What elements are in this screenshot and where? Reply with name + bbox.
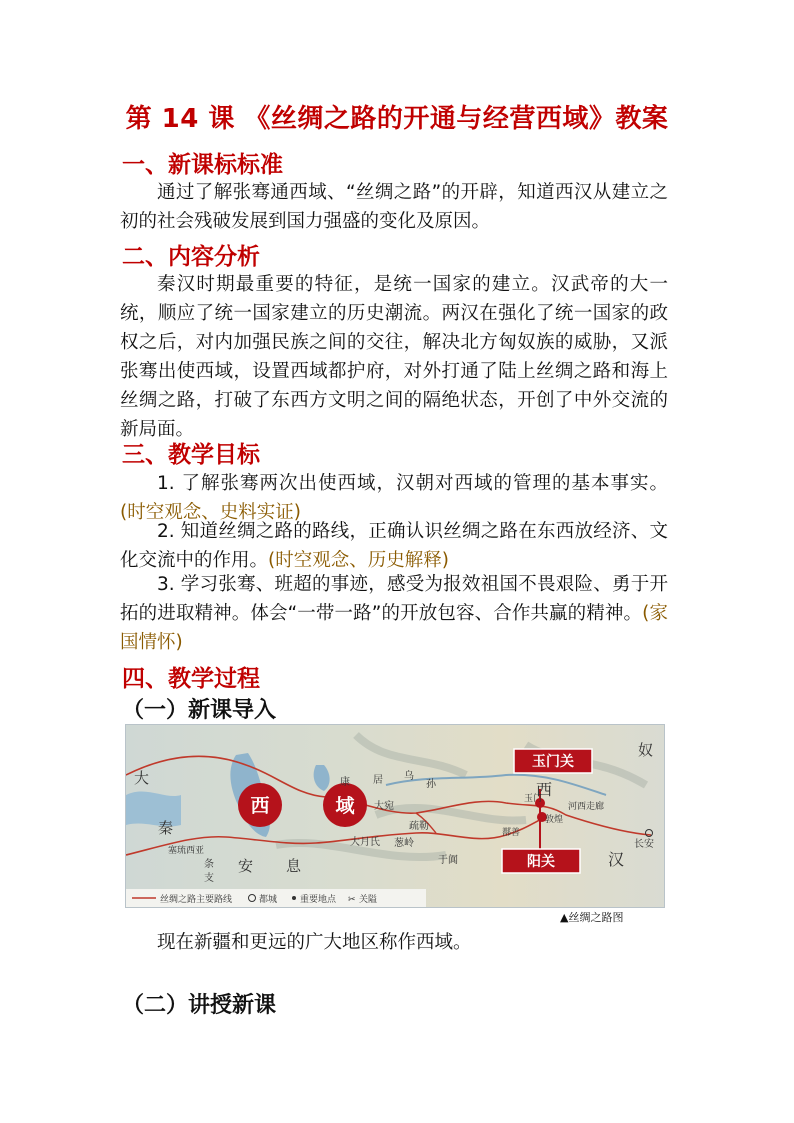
place-wu: 乌 [404,771,414,782]
place-hexi: 河西走廊 [568,802,605,812]
section-4-heading: 四、教学过程 [122,666,260,692]
region-label-xi2: 西 [536,780,553,799]
place-zhi: 支 [204,873,214,884]
circle-label-west: 西 [250,795,270,817]
place-dayuezhi: 大月氏 [350,837,380,848]
place-ju: 居 [373,775,383,786]
region-label-qin: 秦 [158,819,174,837]
goal-1-text: 1. 了解张骞两次出使西域，汉朝对西域的管理的基本事实。 [157,473,668,494]
section-2-heading: 二、内容分析 [122,244,260,270]
map-caption: ▲丝绸之路图 [560,911,624,924]
silk-road-map [125,724,665,908]
section-3-heading: 三、教学目标 [122,442,260,468]
region-label-da: 大 [134,769,150,787]
yangguan-pass-label: 阳关 [527,854,555,870]
goal-3-tag: (家国情怀) [120,603,669,653]
legend-pass-symbol: ✂ [348,895,356,905]
region-label-nu: 奴 [638,741,654,759]
region-label-han: 汉 [608,850,625,869]
place-sun: 孙 [426,779,436,790]
circle-label-region: 域 [335,795,355,817]
region-label-an: 安 [238,857,254,875]
place-changan: 长安 [634,839,654,850]
place-shanshan: 鄯善 [502,828,521,838]
place-yumen: 玉门 [524,794,543,804]
place-dunhuang: 敦煌 [545,815,564,825]
goal-1-tag: (时空观念、史料实证) [120,502,301,523]
place-shule: 疏勒 [409,821,429,832]
subsection-2-heading: （二）讲授新课 [122,993,277,1018]
section-1-text: 通过了解张骞通西域、“丝绸之路”的开辟，知道西汉从建立之初的社会残破发展到国力强盛的变化及原因。 [120,182,668,232]
legend-route-label: 丝绸之路主要路线 [160,895,233,905]
place-kang: 康 [340,777,350,788]
legend-pass-label: 关隘 [359,895,378,905]
after-map-text: 现在新疆和更远的广大地区称作西域。 [157,932,472,953]
doc-title: 第 14 课 《丝绸之路的开通与经营西域》教案 [125,104,669,134]
section-1-heading: 一、新课标标准 [122,152,283,178]
section-2-text: 秦汉时期最重要的特征，是统一国家的建立。汉武帝的大一统，顺应了统一国家建立的历史潮流。两汉在强化了统一国家的政权之后，对内加强民族之间的交往，解决北方匈奴族的威胁，又派张骞出使西域，设置西域都护府，对外打通了陆上丝绸之路和海上丝绸之路，打破了东西方文明之间的隔绝状态，开创了中外交流的新局面。 [120,274,668,440]
legend-capital-label: 都城 [259,895,278,905]
goal-3 [120,570,668,657]
place-selucia: 塞琉西亚 [168,846,205,856]
place-dawan: 大宛 [374,801,394,812]
goal-3-text: 3. 学习张骞、班超的事迹，感受为报效祖国不畏艰险、勇于开拓的进取精神。体会“一带一路”的开放包容、合作共赢的精神。 [120,574,668,624]
place-congling: 葱岭 [394,838,414,849]
goal-2-text: 2. 知道丝绸之路的路线，正确认识丝绸之路在东西放经济、文化交流中的作用。 [120,521,668,571]
goal-2 [120,517,668,575]
place-tiao: 条 [204,859,214,870]
legend-place-symbol [292,896,296,900]
legend-place-label: 重要地点 [300,895,337,905]
place-yutian: 于阗 [438,855,458,866]
yumen-pass-label: 玉门关 [532,754,574,770]
region-label-xi: 息 [286,857,302,875]
goal-2-tag: (时空观念、历史解释) [268,550,449,571]
subsection-1-heading: （一）新课导入 [122,698,277,723]
